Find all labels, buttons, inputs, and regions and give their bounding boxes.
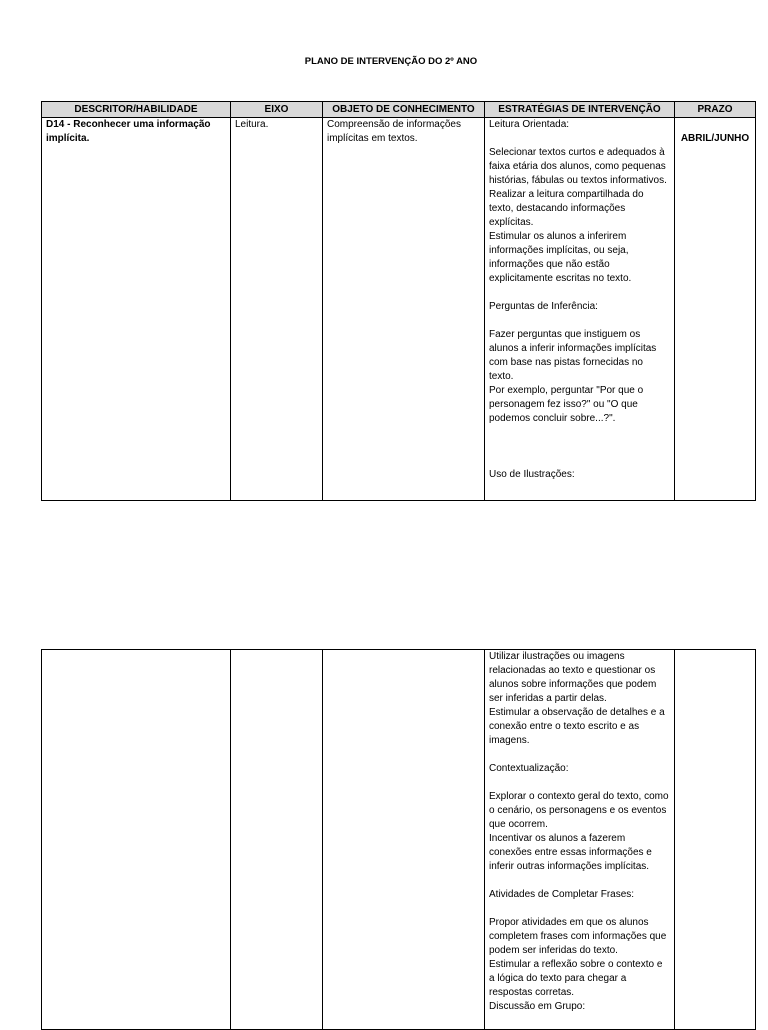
strategy-paragraph: Estimular a reflexão sobre o contexto e a lógica do texto para chegar a respostas corretas.	[489, 959, 663, 998]
strategy-paragraph: Estimular a observação de detalhes e a conexão entre o texto escrito e as imagens.	[489, 707, 665, 746]
cell-estrategias	[485, 118, 675, 501]
cell-objeto: Compreensão de informações implícitas em textos.	[323, 118, 485, 501]
strategy-paragraph: Fazer perguntas que instiguem os alunos a inferir informações implícitas com base nas pistas fornecidas no texto.	[489, 329, 657, 382]
cell-estrategias	[485, 650, 675, 1030]
header-estrategias: ESTRATÉGIAS DE INTERVENÇÃO	[485, 102, 675, 118]
intervention-plan-table-continued	[41, 649, 756, 1030]
strategy-heading: Leitura Orientada:	[489, 119, 570, 130]
cell-descritor	[42, 650, 231, 1030]
strategy-heading: Uso de Ilustrações:	[489, 469, 575, 480]
cell-eixo: Leitura.	[231, 118, 323, 501]
strategy-paragraph: Por exemplo, perguntar "Por que o personagem fez isso?" ou "O que podemos concluir sobre...?".	[489, 385, 644, 424]
document-title: PLANO DE INTERVENÇÃO DO 2º ANO	[304, 56, 478, 67]
header-objeto: OBJETO DE CONHECIMENTO	[323, 102, 485, 118]
intervention-plan-table	[41, 101, 756, 501]
table-row	[42, 118, 756, 501]
strategy-heading: Discussão em Grupo:	[489, 1001, 586, 1012]
header-descritor: DESCRITOR/HABILIDADE	[42, 102, 231, 118]
strategy-heading: Atividades de Completar Frases:	[489, 889, 635, 900]
strategy-paragraph: Incentivar os alunos a fazerem conexões entre essas informações e inferir outras informações implícitas.	[489, 833, 652, 872]
strategy-paragraph: Utilizar ilustrações ou imagens relacionadas ao texto e questionar os alunos sobre informações que podem ser inferidas a partir delas.	[489, 651, 657, 704]
cell-descritor: D14 - Reconhecer uma informação implícita.	[42, 118, 231, 501]
header-prazo: PRAZO	[675, 102, 756, 118]
strategy-paragraph: Explorar o contexto geral do texto, como o cenário, os personagens e os eventos que ocorrem.	[489, 791, 669, 830]
cell-eixo	[231, 650, 323, 1030]
cell-prazo	[675, 650, 756, 1030]
table-header-row	[42, 102, 756, 118]
strategy-heading: Perguntas de Inferência:	[489, 301, 598, 312]
strategy-paragraph: Propor atividades em que os alunos completem frases com informações que podem ser inferidas do texto.	[489, 917, 667, 956]
header-eixo: EIXO	[231, 102, 323, 118]
strategy-paragraph: Selecionar textos curtos e adequados à faixa etária dos alunos, como pequenas histórias, fábulas ou textos informativos.	[489, 147, 667, 186]
cell-objeto	[323, 650, 485, 1030]
strategy-heading: Contextualização:	[489, 763, 569, 774]
prazo-value: ABRIL/JUNHO	[680, 133, 750, 144]
table-row	[42, 650, 756, 1030]
strategy-paragraph: Estimular os alunos a inferirem informações implícitas, ou seja, informações que não estão explicitamente escritas no texto.	[489, 231, 632, 284]
strategy-paragraph: Realizar a leitura compartilhada do texto, destacando informações explícitas.	[489, 189, 644, 228]
cell-prazo	[675, 118, 756, 501]
